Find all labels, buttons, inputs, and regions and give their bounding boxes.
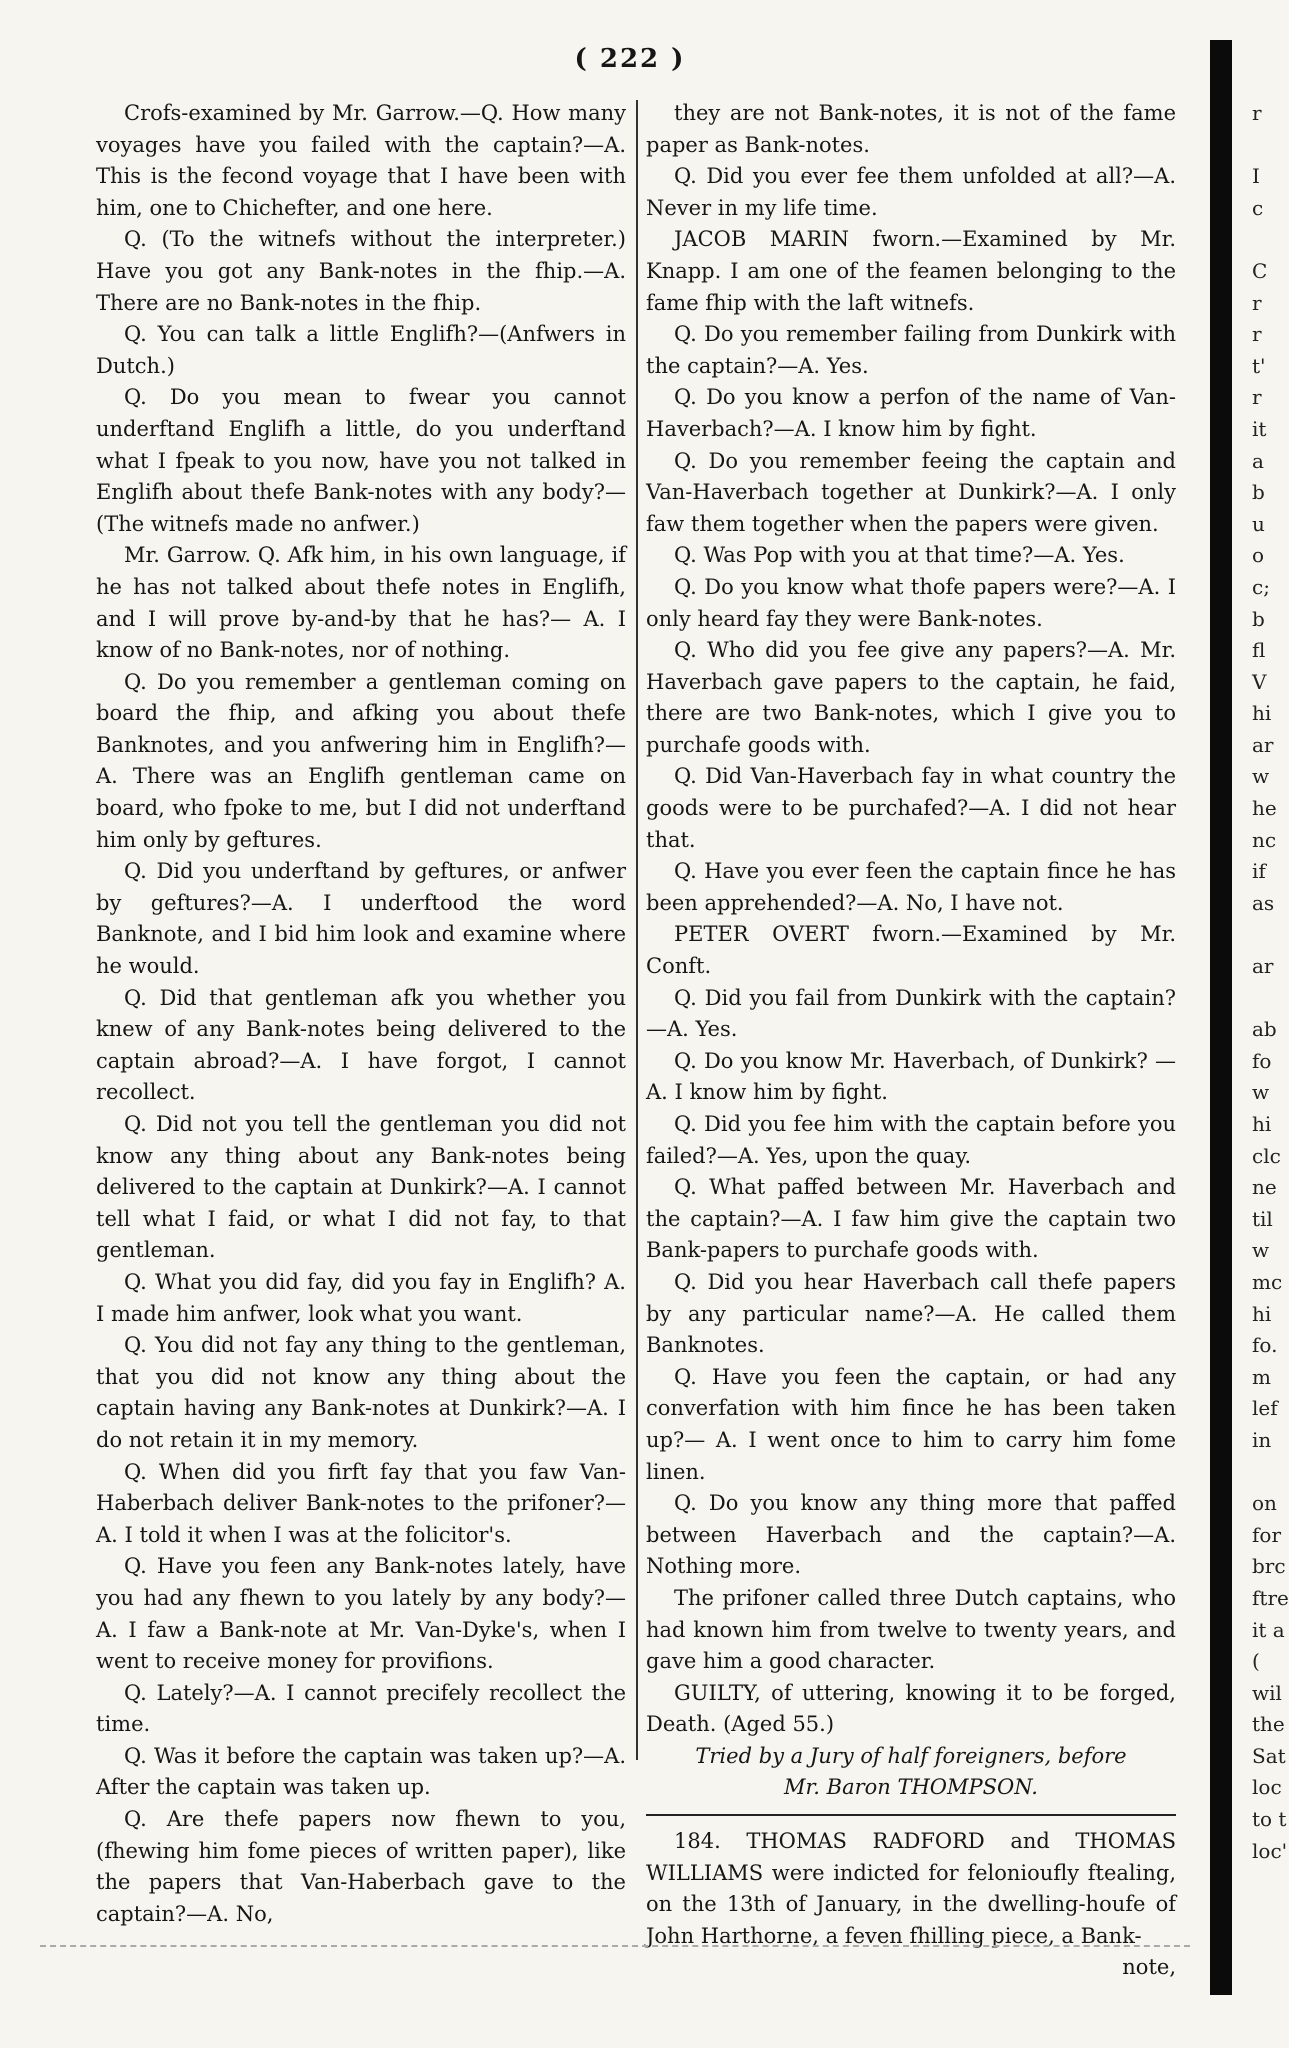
testimony-paragraph: The prifoner called three Dutch captains, who had known him from twelve to twenty years, and gave him a good character. — [646, 1585, 1176, 1674]
edge-fragment: fl — [1252, 638, 1266, 663]
testimony-paragraph: Crofs-examined by Mr. Garrow.—Q. How many voyages have you failed with the captain?—A. This is the fecond voyage that I have been with him, one to Chichefter, and one here. — [96, 101, 626, 220]
edge-fragment: c — [1252, 195, 1264, 220]
testimony-paragraph: Q. Did you underftand by geftures, or anfwer by geftures?—A. I underftood the word Banknote, and I bid him look and examine where he would. — [96, 859, 626, 979]
edge-fragment: V — [1252, 669, 1267, 694]
edge-fragment: w — [1252, 764, 1270, 789]
edge-fragment: lef — [1252, 1396, 1278, 1421]
edge-fragment: hi — [1252, 701, 1272, 726]
edge-fragment: r — [1252, 101, 1262, 125]
edge-fragment: til — [1252, 1206, 1273, 1231]
edge-fragment: nc — [1252, 827, 1277, 852]
testimony-paragraph: Q. Did Van-Haverbach fay in what country the goods were to be purchafed?—A. I did not hear that. — [646, 764, 1176, 852]
edge-fragment — [1252, 224, 1281, 256]
edge-fragment: fo — [1252, 1048, 1272, 1073]
edge-fragment: in — [1252, 1427, 1272, 1452]
edge-fragment: on — [1252, 1491, 1277, 1516]
edge-fragment: loc' — [1252, 1838, 1288, 1863]
testimony-paragraph: Q. Have you ever feen the captain fince he has been apprehended?—A. No, I have not. — [646, 859, 1176, 915]
testimony-paragraph: Q. Have you feen the captain, or had any converfation with him fince he has been taken up?— A. I went once to him to carry him fome linen. — [646, 1364, 1176, 1484]
testimony-paragraph: Q. Do you mean to fwear you cannot underftand Englifh a little, do you underftand what I fpeak to you now, have you not talked in Englifh about thefe Bank-notes with any body?—(The witnefs made no anfwer.) — [96, 385, 626, 536]
edge-fragment: for — [1252, 1522, 1282, 1547]
edge-fragment — [1252, 983, 1281, 1015]
edge-fragment: he — [1252, 796, 1277, 821]
testimony-paragraph: Q. Did not you tell the gentleman you did not know any thing about any Bank-notes being delivered to the captain at Dunkirk?—A. I cannot tell what I faid, or what I did not fay, to that gentleman. — [96, 1112, 626, 1263]
testimony-paragraph: Q. Do you know what thofe papers were?—A. I only heard fay they were Bank-notes. — [646, 574, 1176, 631]
binding-shadow-bar — [1210, 40, 1232, 1995]
edge-fragment: as — [1252, 890, 1275, 915]
edge-fragment: mc — [1252, 1269, 1283, 1294]
edge-fragment: brc — [1252, 1554, 1286, 1579]
testimony-paragraph: Q. Did you fail from Dunkirk with the captain? —A. Yes. — [646, 985, 1176, 1042]
edge-fragment: to t — [1252, 1807, 1287, 1832]
edge-fragment: ab — [1252, 1017, 1277, 1042]
testimony-paragraph: Q. Did you ever fee them unfolded at all?—A. Never in my life time. — [646, 164, 1176, 220]
testimony-paragraph: Q. Did you hear Haverbach call thefe papers by any particular name?—A. He called them Banknotes. — [646, 1269, 1176, 1358]
edge-fragment: a — [1252, 448, 1264, 473]
verdict-line: GUILTY, of uttering, knowing it to be forged, Death. (Aged 55.) — [646, 1680, 1176, 1737]
judge-line: Mr. Baron THOMPSON. — [784, 1775, 1038, 1800]
testimony-paragraph: Q. Do you know a perfon of the name of Van-Haverbach?—A. I know him by fight. — [646, 385, 1176, 441]
tried-by-line: Tried by a Jury of half foreigners, before — [695, 1743, 1127, 1768]
testimony-paragraph: Q. Do you know any thing more that paffed between Haverbach and the captain?—A. Nothing more. — [646, 1491, 1176, 1579]
edge-fragment: m — [1252, 1364, 1271, 1389]
column-divider — [636, 100, 638, 1760]
testimony-paragraph: Q. Who did you fee give any papers?—A. Mr. Haverbach gave papers to the captain, he faid, there are two Bank-notes, which I give you to purchafe goods with. — [646, 638, 1176, 757]
testimony-paragraph: 184. THOMAS RADFORD and THOMAS WILLIAMS were indicted for felonioufly ftealing, on the 13th of January, in the dwelling-houfe of John Harthorne, a feven fhilling piece, a Bank- — [646, 1829, 1176, 1948]
testimony-paragraph: Q. Was it before the captain was taken up?—A. After the captain was taken up. — [96, 1743, 626, 1800]
edge-fragment: wil — [1252, 1680, 1282, 1705]
testimony-paragraph: Q. You can talk a little Englifh?—(Anfwers in Dutch.) — [96, 322, 626, 378]
catchword: note, — [1122, 1955, 1176, 1980]
edge-fragment — [1252, 1457, 1281, 1489]
testimony-paragraph: Q. Are thefe papers now fhewn to you, (fhewing him fome pieces of written paper), like the papers that Van-Haberbach gave to the captain?—A. No, — [96, 1807, 626, 1926]
testimony-paragraph: Q. (To the witnefs without the interpreter.) Have you got any Bank-notes in the fhip.—A. There are no Bank-notes in the fhip. — [96, 227, 626, 315]
edge-fragment: hi — [1252, 1112, 1272, 1136]
edge-fragment: ( — [1252, 1649, 1260, 1674]
edge-fragment: ar — [1252, 732, 1274, 757]
testimony-paragraph: Q. When did you firft fay that you faw Van-Haberbach deliver Bank-notes to the prifoner?—A. I told it when I was at the folicitor's. — [96, 1459, 626, 1547]
testimony-paragraph: Q. Did that gentleman afk you whether you knew of any Bank-notes being delivered to the captain abroad?—A. I have forgot, I cannot recollect. — [96, 985, 626, 1105]
testimony-paragraph: JACOB MARIN fworn.—Examined by Mr. Knapp. I am one of the feamen belonging to the fame fhip with the laft witnefs. — [646, 227, 1176, 315]
right-column — [646, 98, 1176, 1984]
testimony-paragraph: Q. You did not fay any thing to the gentleman, that you did not know any thing about the captain having any Bank-notes at Dunkirk?—A. I do not retain it in my memory. — [96, 1333, 626, 1452]
edge-fragment: it a — [1252, 1617, 1285, 1642]
edge-fragment: o — [1252, 543, 1265, 568]
edge-fragment: w — [1252, 1238, 1270, 1263]
edge-fragment: b — [1252, 480, 1265, 505]
testimony-paragraph: Q. Did you fee him with the captain before you failed?—A. Yes, upon the quay. — [646, 1112, 1176, 1168]
edge-fragment: r — [1252, 385, 1262, 410]
edge-fragment: r — [1252, 290, 1262, 315]
testimony-paragraph: Q. What you did fay, did you fay in Englifh? A. I made him anfwer, look what you want. — [96, 1269, 626, 1326]
testimony-paragraph: Q. Do you remember feeing the captain and Van-Haverbach together at Dunkirk?—A. I only faw them together when the papers were given. — [646, 448, 1176, 536]
edge-fragment: c; — [1252, 574, 1270, 599]
edge-fragment: I — [1252, 164, 1260, 189]
page-number: ( 222 ) — [574, 44, 686, 74]
testimony-paragraph: PETER OVERT fworn.—Examined by Mr. Conft. — [646, 922, 1176, 979]
testimony-paragraph: Q. Do you remember failing from Dunkirk with the captain?—A. Yes. — [646, 322, 1176, 378]
edge-fragment: ftre — [1252, 1585, 1289, 1610]
edge-fragment: fo. — [1252, 1333, 1278, 1358]
edge-fragment: the — [1252, 1712, 1285, 1737]
edge-fragment: hi — [1252, 1301, 1272, 1326]
edge-fragment: C — [1252, 258, 1268, 283]
edge-fragment: if — [1252, 859, 1266, 884]
edge-fragment — [1252, 130, 1281, 162]
edge-fragment: r — [1252, 322, 1262, 347]
left-column — [96, 98, 626, 1930]
edge-fragment: ne — [1252, 1175, 1277, 1200]
edge-fragment: b — [1252, 606, 1265, 631]
testimony-paragraph: Q. Do you remember a gentleman coming on board the fhip, and afking you about thefe Banknotes, and you anfwering him in Englifh?—A. There was an Englifh gentleman came on board, who fpoke to me, but I did not underftand him only by geftures. — [96, 669, 626, 852]
case-separator-rule — [646, 1814, 1176, 1816]
edge-fragment: w — [1252, 1080, 1270, 1105]
edge-fragment: t' — [1252, 353, 1266, 378]
edge-fragment: loc — [1252, 1775, 1282, 1800]
testimony-paragraph: Q. Have you feen any Bank-notes lately, have you had any fhewn to you lately by any body?— A. I faw a Bank-note at Mr. Van-Dyke's, when I went to receive money for provifions. — [96, 1554, 626, 1674]
testimony-paragraph: Mr. Garrow. Q. Afk him, in his own language, if he has not talked about thefe notes in Englifh, and I will prove by-and-by that he has?— A. I know of no Bank-notes, nor of nothing. — [96, 543, 626, 663]
testimony-paragraph: Q. Lately?—A. I cannot precifely recollect the time. — [96, 1680, 626, 1737]
testimony-paragraph: they are not Bank-notes, it is not of the fame paper as Bank-notes. — [646, 101, 1176, 157]
edge-fragment: clc — [1252, 1143, 1281, 1168]
edge-fragment — [1252, 919, 1281, 951]
edge-fragment: it — [1252, 416, 1267, 441]
testimony-paragraph: Q. Do you know Mr. Haverbach, of Dunkirk? —A. I know him by fight. — [646, 1048, 1176, 1105]
facing-page-edge-text — [1252, 98, 1289, 1867]
bottom-dash-rule — [40, 1945, 1190, 1947]
testimony-paragraph: Q. What paffed between Mr. Haverbach and the captain?—A. I faw him give the captain two Bank-papers to purchafe goods with. — [646, 1175, 1176, 1263]
testimony-paragraph: Q. Was Pop with you at that time?—A. Yes. — [674, 543, 1125, 568]
edge-fragment: u — [1252, 511, 1265, 536]
edge-fragment: Sat — [1252, 1743, 1286, 1768]
edge-fragment: ar — [1252, 954, 1274, 979]
